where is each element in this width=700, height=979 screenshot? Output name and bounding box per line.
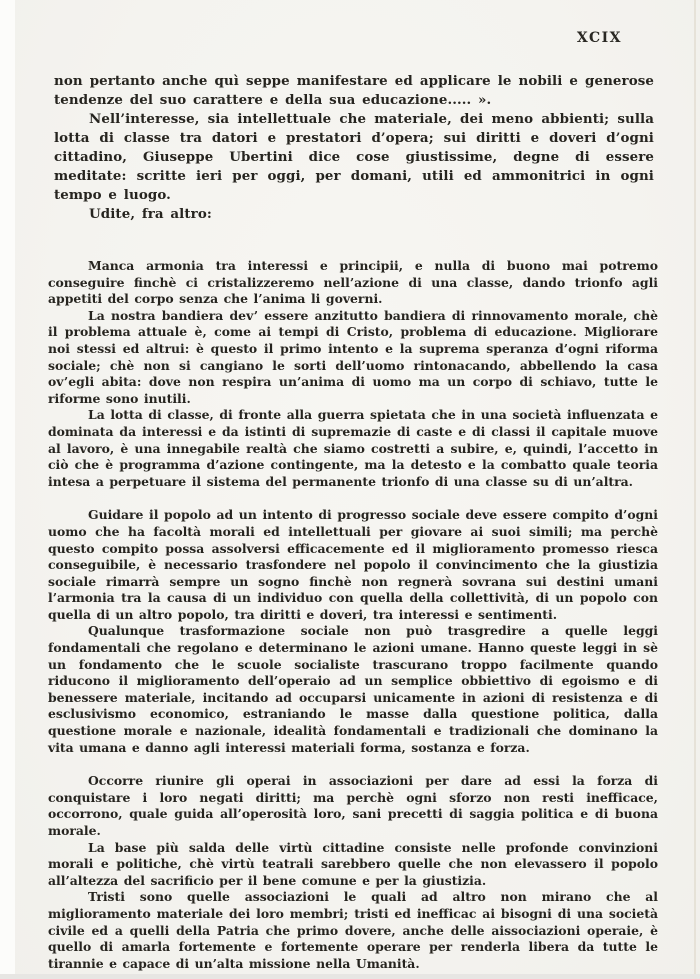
- quote-paragraph-2: La nostra bandiera dev’ essere anzitutto bandiera di rinnovamento morale, chè il problema attuale è, come ai tempi di Cristo, problema di educazione. Migliorare noi stessi ed altrui: è questo il primo intento e la suprema speranza d’ogni riforma sociale; chè non si cangiano le sorti dell’uomo rintonacando, abbellendo la casa ov’egli abita: dove non respira un’anima di uomo ma un corpo di schiavo, tutte le riforme sono inutili.: [48, 307, 658, 406]
- intro-continuation-paragraph: non pertanto anche quì seppe manifestare ed applicare le nobili e generose tendenze del suo carattere e della sua educazione..... ».: [54, 73, 654, 108]
- quote-paragraph-5: Qualunque trasformazione sociale non può trasgredire a quelle leggi fondamentali che regolano e determinano le azioni umane. Hanno queste leggi in sè un fondamento che le scuole socialiste trascurano troppo facilmente quando riducono il miglioramento dell’operaio ad un semplice obbiettivo di egoismo e di benessere materiale, incitando ad occuparsi unicamente in azioni di resistenza e di esclusivismo economico, estraniando le masse dalla questione politica, dalla questione morale e nazionale, idealità fondamentali e tradizionali che dominano la vita umana e danno agli interessi materiali forma, sostanza e forza.: [48, 623, 658, 755]
- quote-block-1: [48, 258, 658, 490]
- quote-paragraph-4: Guidare il popolo ad un intento di progresso sociale deve essere compito d’ogni uomo che ha facoltà morali ed intellettuali per giovare ai suoi simili; ma perchè questo compito possa assolversi efficacemente ed il miglioramento promesso riesca conseguibile, è necessario trasfondere nel popolo il convincimento che la giustizia sociale rimarrà sempre un sogno finchè non regnerà sovrana sui destini umani l’armonia tra la causa di un individuo con quella della collettività, di un popolo con quella di un altro popolo, tra diritti e doveri, tra interessi e sentimenti.: [48, 507, 658, 622]
- quote-paragraph-8: Tristi sono quelle associazioni le quali ad altro non mirano che al miglioramento materiale dei loro membri; tristi ed inefficac ai bisogni di una società civile ed a quelli della Patria che primo dovere, anche delle aissociazioni operaie, è quello di amarla fortemente e fortemente operare per renderla libera da tutte le tirannie e capace di un’alta missione nella Umanità.: [48, 889, 658, 971]
- page-text: [48, 0, 658, 972]
- quote-block-3: [48, 773, 658, 972]
- quote-paragraph-6: Occorre riunire gli operai in associazioni per dare ad essi la forza di conquistare i loro negati diritti; ma perchè ogni sforzo non resti inefficace, occorrono, quale guida all’operosità loro, sani precetti di saggia politica e di buona morale.: [48, 773, 658, 838]
- scan-bottom-edge: [0, 974, 700, 979]
- quote-paragraph-7: La base più salda delle virtù cittadine consiste nelle profonde convinzioni morali e politiche, chè virtù teatrali sarebbero quelle che non elevassero il popolo all’altezza del sacrificio per il bene comune e per la giustizia.: [48, 839, 658, 888]
- intro-main-paragraph: Nell’interesse, sia intellettuale che materiale, dei meno abbienti; sulla lotta di classe tra datori e prestatori d’opera; sui diritti e doveri d’ogni cittadino, Giuseppe Ubertini dice cose giustissime, degne di essere meditate: scritte ieri per oggi, per domani, utili ed ammonitrici in ogni tempo e luogo.: [54, 111, 654, 203]
- intro-lead-in: Udite, fra altro:: [89, 206, 212, 222]
- scan-left-margin: [0, 0, 15, 979]
- quote-block-2: [48, 507, 658, 756]
- quote-paragraph-3: La lotta di classe, di fronte alla guerra spietata che in una società influenzata e dominata da interessi e da istinti di supremazie di caste e di classi il capitale muove al lavoro, è una innegabile realtà che siamo costretti a subire, e, quindi, l’accetto in ciò che è programma d’azione contingente, ma la detesto e la combatto quale teoria intesa a perpetuare il sistema del permanente trionfo di una classe su di un’altra.: [48, 407, 658, 489]
- scan-right-page-edge: [694, 0, 696, 979]
- page-number: XCIX: [576, 30, 622, 46]
- quote-paragraph-1: Manca armonia tra interessi e principii, e nulla di buono mai potremo conseguire finchè ci cristalizzeremo nell’azione di una classe, dando trionfo agli appetiti del corpo senza che l’anima li governi.: [48, 258, 658, 307]
- quoted-excerpts: [48, 258, 658, 972]
